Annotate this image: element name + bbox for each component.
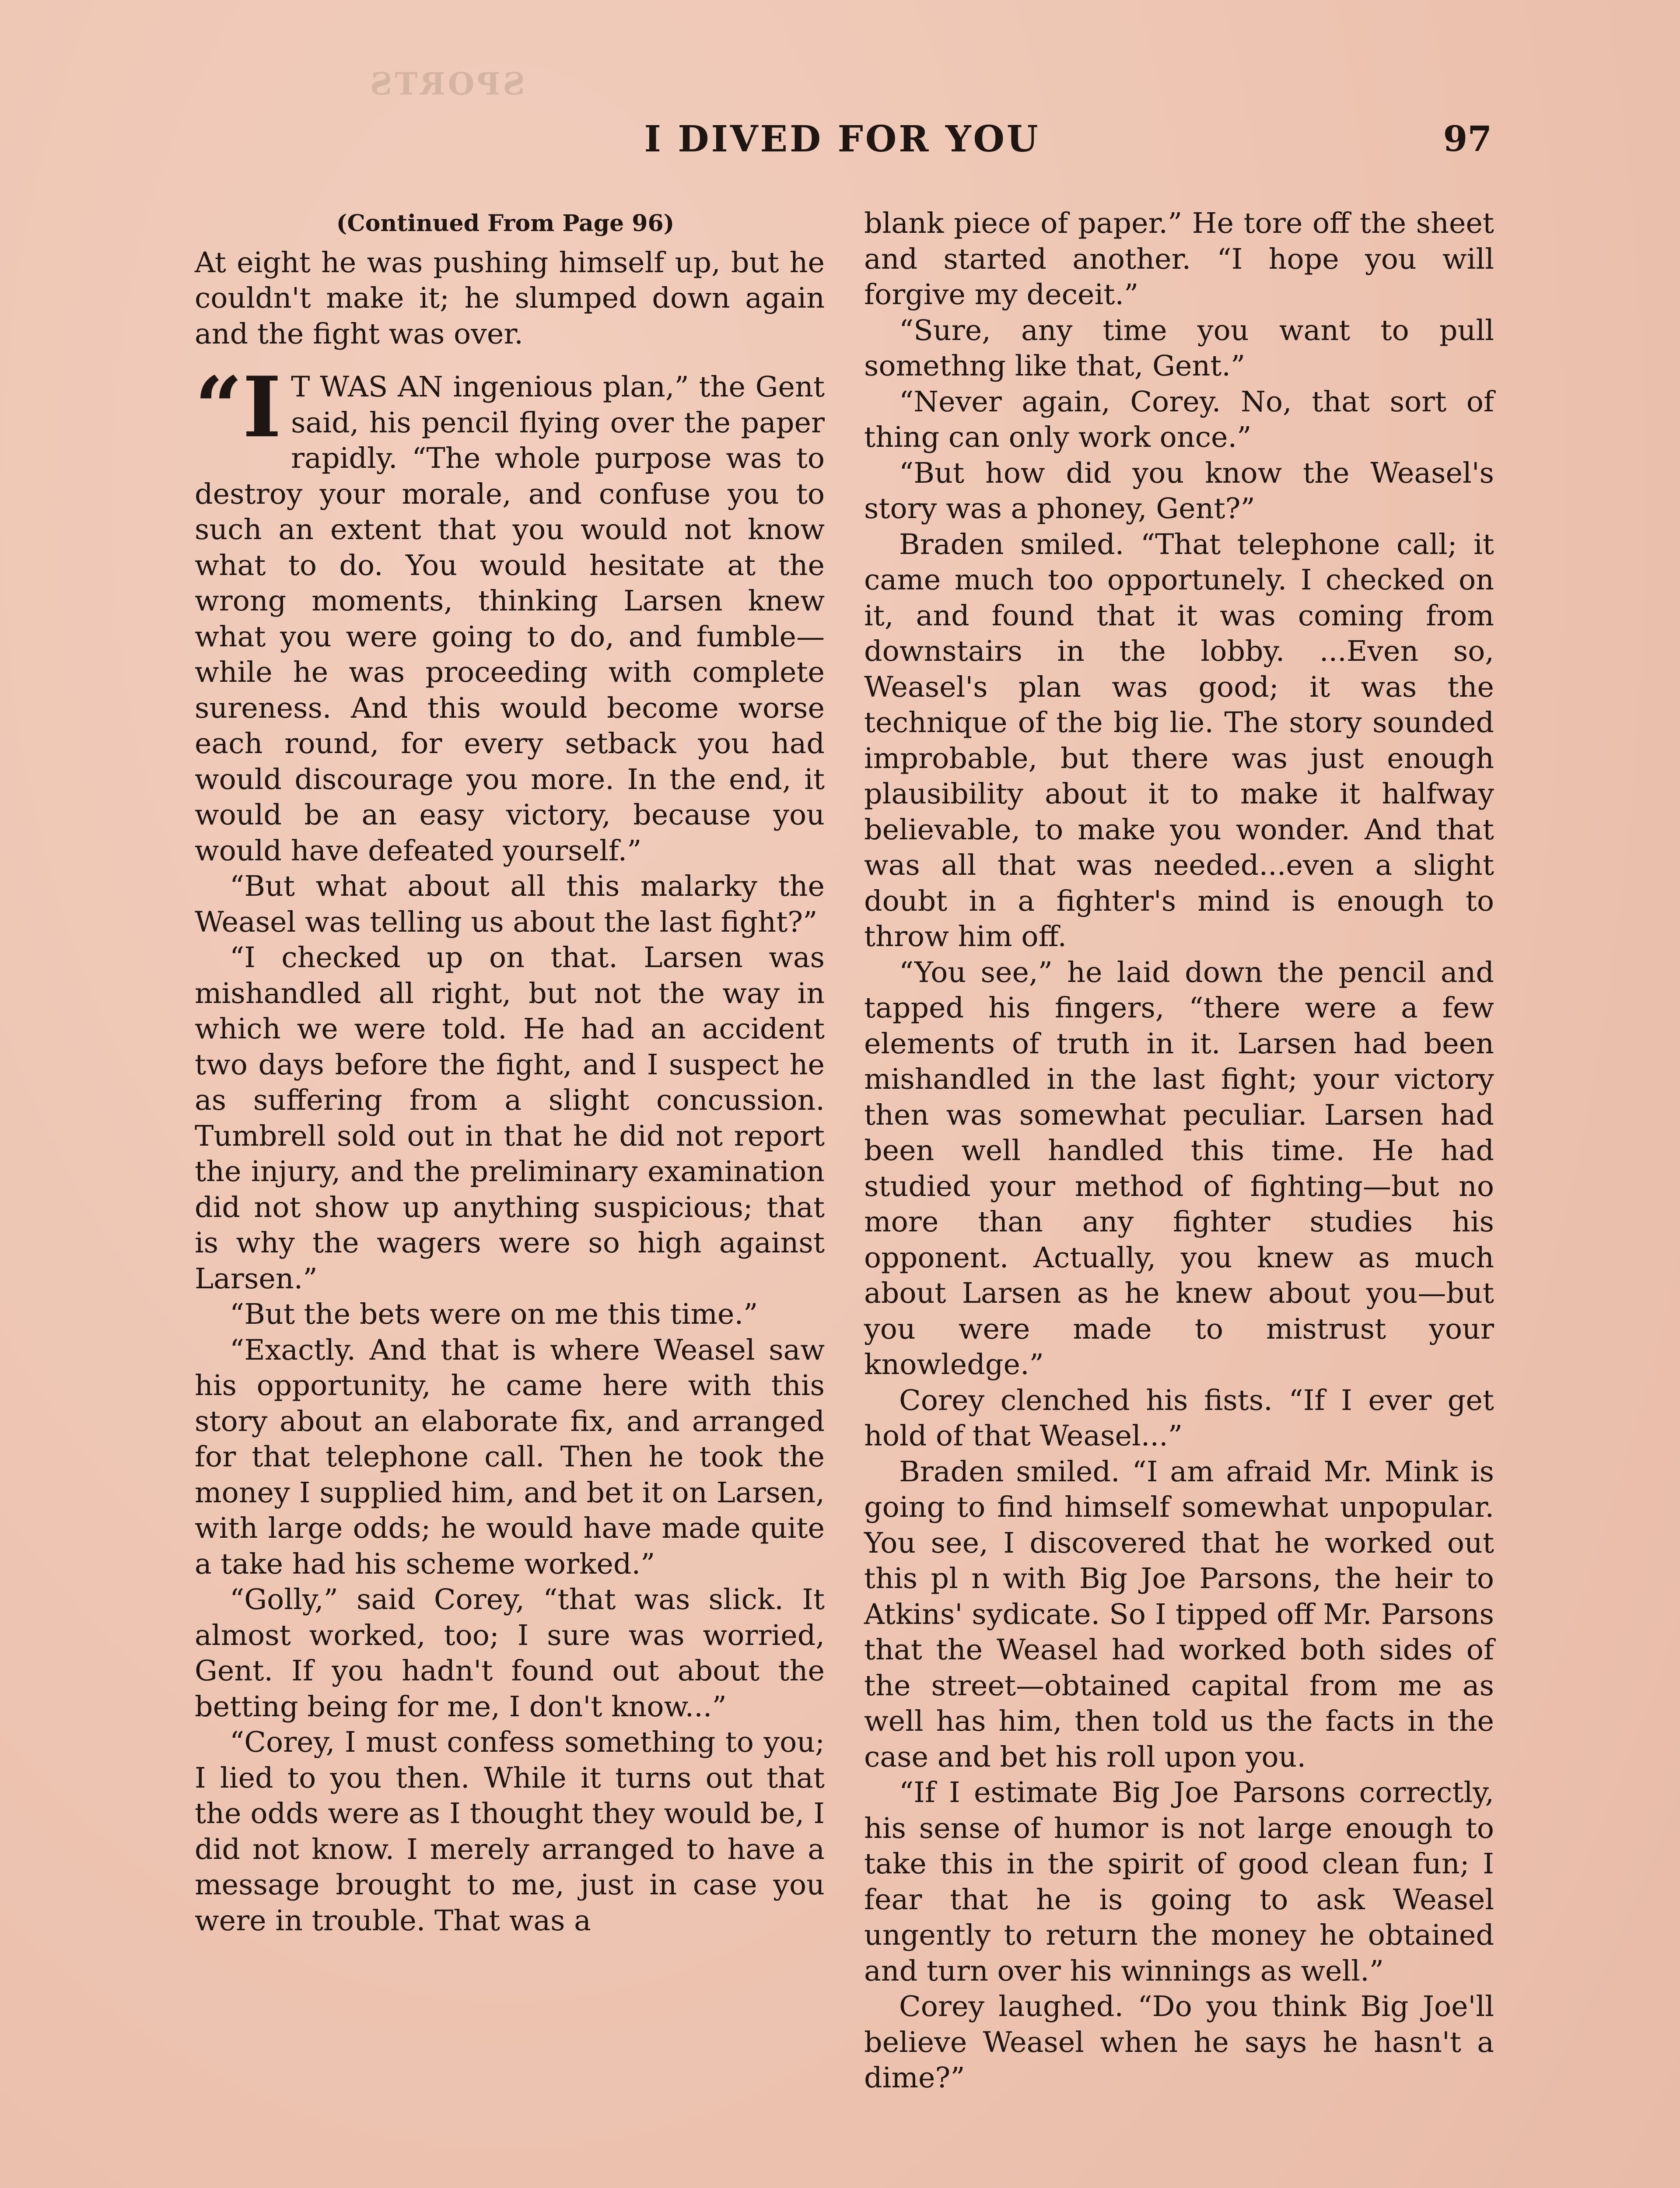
paragraph: Braden smiled. “That telephone call; it came much too opportunely. I checked on it, and found that it was coming from downstairs in the lobby. ...Even so, Weasel's plan was good; it was the technique of the big lie. The story sounded improbable, but there was just enough plausibility about it to make it halfway believable, to make you wonder. And that was all that was needed...even a slight doubt in a fighter's mind is enough to throw him off.	[864, 528, 1494, 953]
bleed-through-text: SPORTS	[368, 66, 525, 102]
paragraph: “Exactly. And that is where Weasel saw his opportunity, he came here with this story about an elaborate fix, and arranged for that telephone call. Then he took the money I supplied him, and bet it on Larsen, with large odds; he would have made quite a take had his scheme worked.”	[195, 1333, 825, 1581]
paragraph: “But the bets were on me this time.”	[230, 1298, 758, 1331]
paragraph: “But what about all this malarky the Weasel was telling us about the last fight?”	[195, 870, 825, 939]
paragraph: “Corey, I must confess something to you; I lied to you then. While it turns out that the odds were as I thought they would be, I did not know. I merely arranged to have a message brought to me, just in case you were in trouble. That was a	[195, 1726, 825, 1937]
paragraph: “Sure, any time you want to pull somethng like that, Gent.”	[864, 314, 1494, 382]
right-column	[864, 206, 1494, 2188]
paragraph: Braden smiled. “I am afraid Mr. Mink is going to find himself somewhat unpopular. You see, I discovered that he worked out this pl n with Big Joe Parsons, the heir to Atkins' sydicate. So I tipped off Mr. Parsons that the Weasel had worked both sides of the street—obtained capital from me as well has him, then told us the facts in the case and bet his roll upon you.	[864, 1455, 1494, 1774]
paragraph: Corey laughed. “Do you think Big Joe'll believe Weasel when he says he hasn't a dime?”	[864, 1990, 1494, 2094]
paragraph: blank piece of paper.” He tore off the sheet and started another. “I hope you will forgive my deceit.”	[864, 207, 1494, 311]
page-number: 97	[1443, 118, 1492, 159]
paragraph: “I checked up on that. Larsen was mishandled all right, but not the way in which we were told. He had an accident two days before the fight, and I suspect he as suffering from a slight concussion. Tumbrell sold out in that he did not report the injury, and the preliminary examination did not show up anything suspicious; that is why the wagers were so high against Larsen.”	[195, 941, 825, 1295]
page-header	[192, 118, 1492, 175]
paragraph-drop-cap	[195, 358, 825, 869]
paragraph: “You see,” he laid down the pencil and tapped his fingers, “there were a few elements of truth in it. Larsen had been mishandled in the last fight; your victory then was somewhat peculiar. Larsen had been well handled this time. He had studied your method of fighting—but no more than any fighter studies his opponent. Actually, you knew as much about Larsen as he knew about you—but you were made to mistrust your knowledge.”	[864, 956, 1494, 1381]
paragraph: “But how did you know the Weasel's story was a phoney, Gent?”	[864, 456, 1494, 525]
paragraph: Corey clenched his fists. “If I ever get hold of that Weasel...”	[864, 1384, 1494, 1452]
running-title: I DIVED FOR YOU	[644, 118, 1040, 160]
drop-cap: “I	[195, 358, 282, 456]
left-column	[195, 206, 825, 2188]
paragraph: “Never again, Corey. No, that sort of thing can only work once.”	[864, 385, 1494, 454]
paragraph: “If I estimate Big Joe Parsons correctly, his sense of humor is not large enough to take this in the spirit of good clean fun; I fear that he is going to ask Weasel ungently to return the money he obtained and turn over his winnings as well.”	[864, 1776, 1494, 1988]
drop-cap-text: T WAS AN ingenious plan,” the Gent said, his pencil flying over the paper rapidly. “The whole purpose was to destroy your morale, and confuse you to such an extent that you would not know what to do. You would hesitate at the wrong moments, thinking Larsen knew what you were going to do, and fumble—while he was proceeding with complete sureness. And this would become worse each round, for every setback you had would discourage you more. In the end, it would be an easy victory, because you would have defeated yourself.”	[195, 371, 825, 867]
continued-note: (Continued From Page 96)	[336, 210, 675, 237]
paragraph: “Golly,” said Corey, “that was slick. It almost worked, too; I sure was worried, Gent. If you hadn't found out about the betting being for me, I don't know...”	[195, 1583, 825, 1723]
paragraph: At eight he was pushing himself up, but he couldn't make it; he slumped down again and the fight was over.	[195, 246, 825, 351]
